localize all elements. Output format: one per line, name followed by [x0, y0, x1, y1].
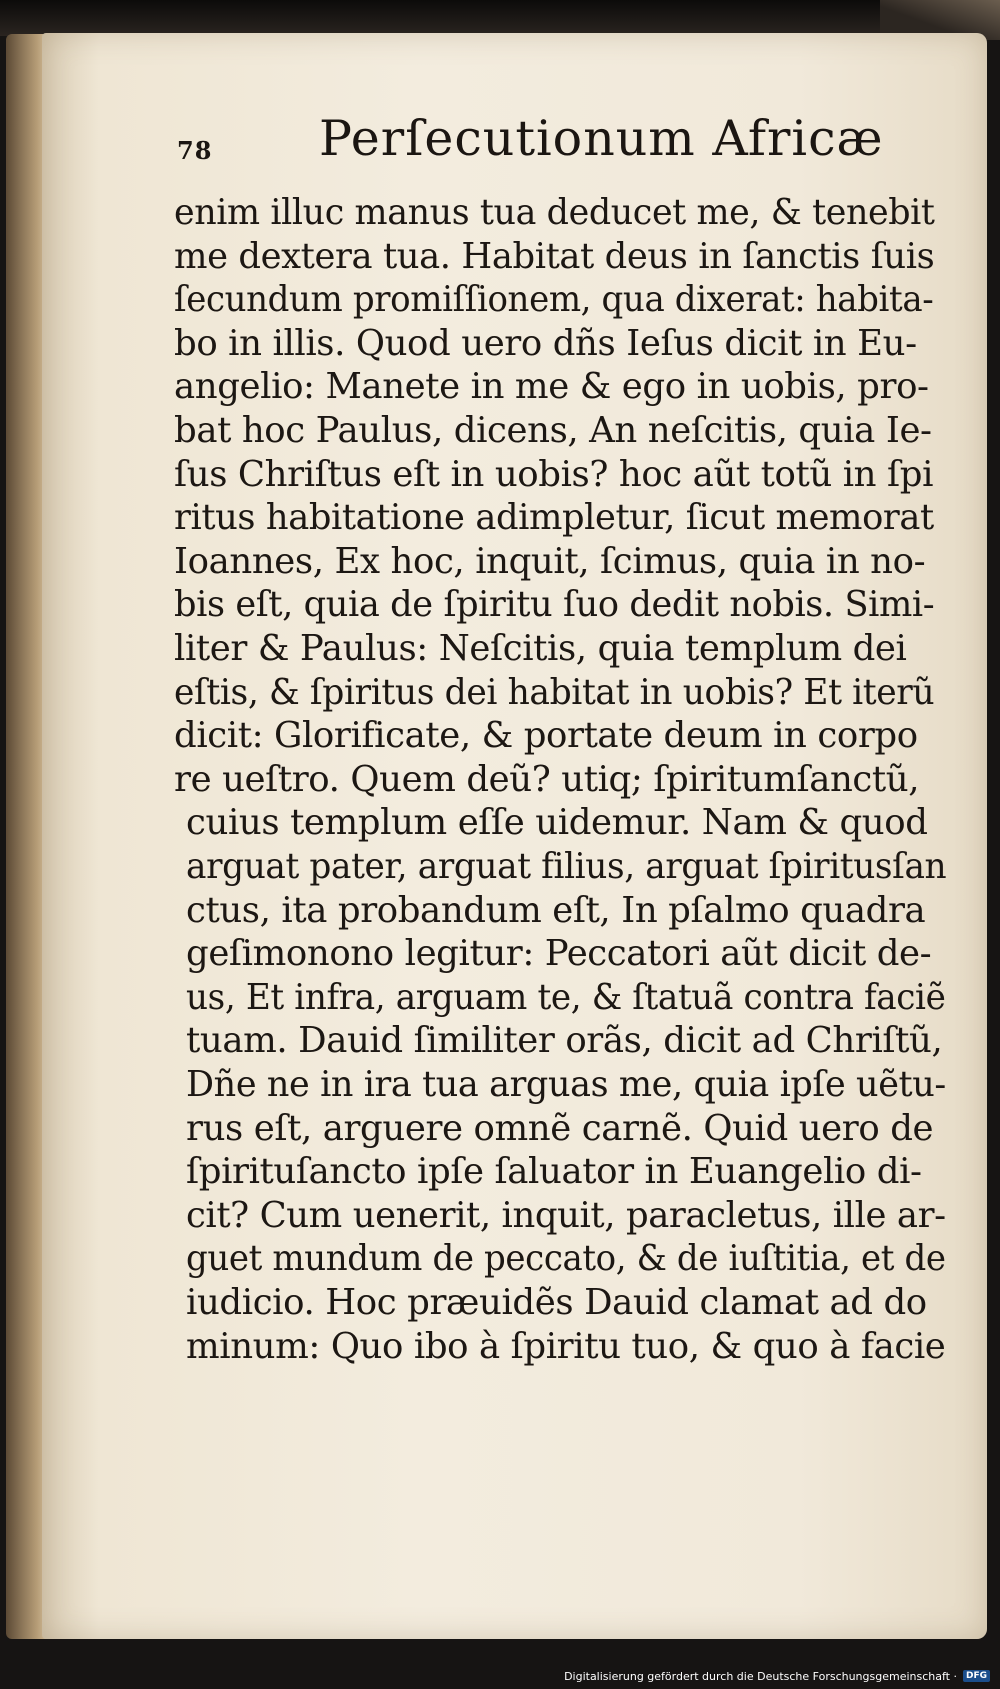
text-line: eſtis, & ſpiritus dei habitat in uobis? Et iterũ — [174, 671, 935, 713]
text-line: cuius templum eſſe uidemur. Nam & quod — [186, 802, 928, 844]
text-line: ſpirituſancto ipſe ſaluator in Euangelio di- — [186, 1151, 922, 1193]
text-line: me dextera tua. Habitat deus in ſanctis ſuis — [174, 235, 935, 277]
dfg-logo: DFG — [963, 1670, 990, 1682]
text-line: iudicio. Hoc præuidẽs Dauid clamat ad do — [186, 1282, 927, 1323]
running-head — [177, 110, 937, 190]
text-line: Ioannes, Ex hoc, inquit, ſcimus, quia in no- — [174, 540, 926, 582]
text-line: ſecundum promiſſionem, qua dixerat: habita- — [174, 279, 934, 321]
text-line: cit? Cum uenerit, inquit, paracletus, ille ar- — [186, 1194, 946, 1236]
text-line: tuam. Dauid ſimiliter orãs, dicit ad Chriſtũ, — [186, 1020, 943, 1062]
text-line: re ueſtro. Quem deũ? utiq; ſpiritumſanctũ, — [174, 758, 920, 800]
text-line: ſus Chriſtus eſt in uobis? hoc aũt totũ in ſpi — [174, 453, 934, 495]
text-line: Dñe ne in ira tua arguas me, quia ipſe uẽtu- — [186, 1064, 946, 1105]
text-line: arguat pater, arguat filius, arguat ſpiritusſan — [186, 846, 947, 887]
text-line: enim illuc manus tua deducet me, & tenebit — [174, 192, 935, 233]
text-line: rus eſt, arguere omnẽ carnẽ. Quid uero de — [186, 1107, 934, 1149]
footer-credit — [564, 1667, 990, 1685]
text-line: bis eſt, quia de ſpiritu ſuo dedit nobis. Simi- — [174, 584, 935, 626]
text-line: bo in illis. Quod uero dñs Ieſus dicit in Eu- — [174, 322, 917, 364]
text-line: minum: Quo ibo à ſpiritu tuo, & quo à facie — [186, 1325, 946, 1367]
text-line: us, Et infra, arguam te, & ſtatuã contra faciẽ — [186, 976, 946, 1018]
text-line: angelio: Manete in me & ego in uobis, pro- — [174, 366, 929, 408]
running-head-title: Perſecutionum Africæ — [319, 110, 884, 167]
text-line: geſimonono legitur: Peccatori aũt dicit de- — [186, 933, 932, 975]
text-line: ritus habitatione adimpletur, ſicut memorat — [174, 497, 934, 539]
text-line: liter & Paulus: Neſcitis, quia templum dei — [174, 628, 907, 669]
text-line: bat hoc Paulus, dicens, An neſcitis, quia Ie- — [174, 410, 932, 451]
text-line: ctus, ita probandum eſt, In pſalmo quadra — [186, 889, 926, 931]
page-number: 78 — [177, 136, 213, 165]
text-line: dicit: Glorificate, & portate deum in corpo — [174, 715, 918, 757]
top-edge-shadow — [0, 0, 1000, 36]
footer-text: Digitalisierung gefördert durch die Deutsche Forschungsgemeinschaft · — [564, 1669, 957, 1683]
text-line: guet mundum de peccato, & de iuſtitia, et de — [186, 1238, 946, 1280]
